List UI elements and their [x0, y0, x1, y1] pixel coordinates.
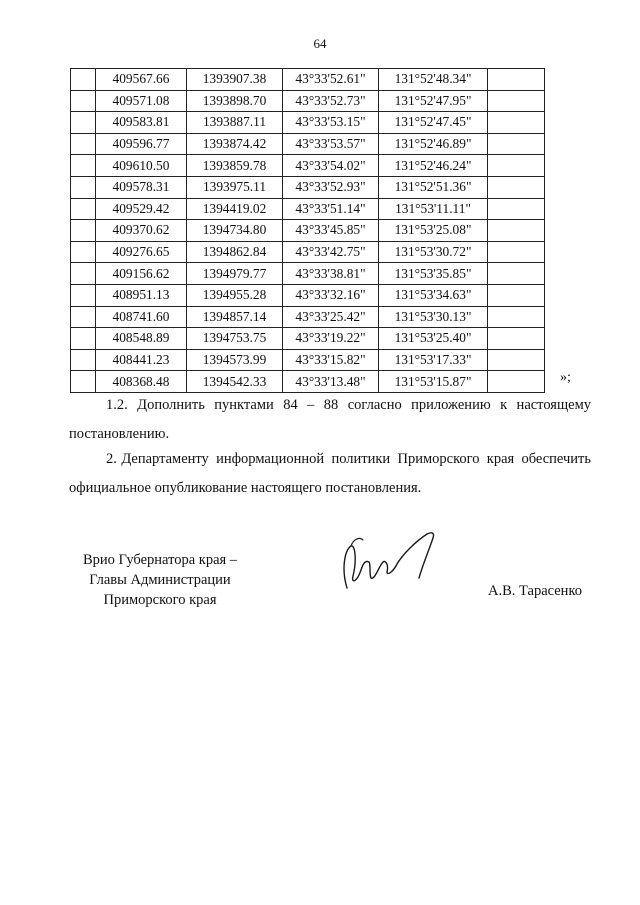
table-cell-longitude: 131°53'11.11": [379, 198, 488, 220]
table-cell-empty: [71, 90, 96, 112]
table-cell-y: 1394734.80: [187, 220, 283, 242]
table-cell-longitude: 131°52'46.24": [379, 155, 488, 177]
table-cell-longitude: 131°53'17.33": [379, 349, 488, 371]
table-cell-x: 409578.31: [96, 176, 187, 198]
closing-quote: »;: [560, 370, 571, 385]
table-cell-y: 1394419.02: [187, 198, 283, 220]
table-row: [71, 241, 545, 263]
table-cell-x: 409610.50: [96, 155, 187, 177]
table-cell-empty: [71, 133, 96, 155]
table-cell-longitude: 131°53'15.87": [379, 371, 488, 393]
table-cell-empty: [71, 69, 96, 91]
table-cell-empty: [488, 349, 545, 371]
signer-title-line-2: Главы Администрации: [89, 572, 231, 588]
table-cell-x: 408548.89: [96, 328, 187, 350]
paragraph-2-text: Департаменту информационной политики Приморского края обеспечить официальное опубликование настоящего постановления.: [69, 451, 592, 496]
table-cell-latitude: 43°33'15.82": [283, 349, 379, 371]
table-cell-empty: [488, 328, 545, 350]
table-cell-latitude: 43°33'45.85": [283, 220, 379, 242]
table-row: [71, 328, 545, 350]
table-cell-empty: [488, 220, 545, 242]
table-cell-longitude: 131°52'51.36": [379, 176, 488, 198]
table-cell-latitude: 43°33'52.73": [283, 90, 379, 112]
table-row: [71, 349, 545, 371]
table-cell-empty: [71, 371, 96, 393]
table-cell-empty: [488, 284, 545, 306]
table-row: [71, 306, 545, 328]
table-cell-empty: [488, 241, 545, 263]
table-cell-empty: [71, 263, 96, 285]
table-cell-latitude: 43°33'52.61": [283, 69, 379, 91]
table-cell-x: 409571.08: [96, 90, 187, 112]
paragraph-2-number: 2.: [106, 451, 117, 467]
table-cell-y: 1393975.11: [187, 176, 283, 198]
table-row: [71, 263, 545, 285]
table-row: [71, 69, 545, 91]
table-cell-y: 1394753.75: [187, 328, 283, 350]
table-cell-empty: [71, 198, 96, 220]
table-cell-latitude: 43°33'19.22": [283, 328, 379, 350]
table-cell-x: 408441.23: [96, 349, 187, 371]
table-cell-latitude: 43°33'53.57": [283, 133, 379, 155]
table-cell-empty: [71, 176, 96, 198]
table-cell-empty: [488, 155, 545, 177]
table-cell-longitude: 131°53'25.08": [379, 220, 488, 242]
table-cell-empty: [71, 220, 96, 242]
signer-title-block: [60, 550, 260, 610]
table-cell-empty: [71, 284, 96, 306]
coordinates-table: [70, 68, 545, 393]
table-row: [71, 284, 545, 306]
table-cell-longitude: 131°52'47.45": [379, 112, 488, 134]
signer-name: А.В. Тарасенко: [488, 583, 583, 599]
table-cell-x: 409596.77: [96, 133, 187, 155]
table-cell-x: 408368.48: [96, 371, 187, 393]
table-cell-y: 1394955.28: [187, 284, 283, 306]
table-cell-latitude: 43°33'32.16": [283, 284, 379, 306]
table-cell-empty: [71, 349, 96, 371]
table-cell-empty: [71, 112, 96, 134]
table-row: [71, 112, 545, 134]
table-cell-latitude: 43°33'13.48": [283, 371, 379, 393]
table-cell-empty: [71, 155, 96, 177]
table-cell-empty: [71, 241, 96, 263]
table-cell-longitude: 131°53'25.40": [379, 328, 488, 350]
table-cell-empty: [71, 306, 96, 328]
table-cell-longitude: 131°53'35.85": [379, 263, 488, 285]
table-row: [71, 371, 545, 393]
table-cell-x: 409276.65: [96, 241, 187, 263]
table-row: [71, 90, 545, 112]
table-row: [71, 133, 545, 155]
table-cell-x: 409583.81: [96, 112, 187, 134]
table-row: [71, 220, 545, 242]
table-cell-latitude: 43°33'42.75": [283, 241, 379, 263]
table-cell-longitude: 131°52'48.34": [379, 69, 488, 91]
table-cell-x: 408951.13: [96, 284, 187, 306]
table-cell-x: 409156.62: [96, 263, 187, 285]
table-cell-latitude: 43°33'52.93": [283, 176, 379, 198]
table-cell-y: 1394862.84: [187, 241, 283, 263]
table-cell-empty: [488, 69, 545, 91]
table-cell-y: 1393874.42: [187, 133, 283, 155]
table-cell-x: 409567.66: [96, 69, 187, 91]
page-number: 64: [313, 36, 327, 51]
table-cell-y: 1394857.14: [187, 306, 283, 328]
table-cell-latitude: 43°33'54.02": [283, 155, 379, 177]
table-cell-y: 1393907.38: [187, 69, 283, 91]
table-cell-latitude: 43°33'51.14": [283, 198, 379, 220]
table-cell-y: 1393887.11: [187, 112, 283, 134]
paragraph-2: [69, 445, 591, 503]
table-cell-latitude: 43°33'53.15": [283, 112, 379, 134]
table-cell-y: 1393859.78: [187, 155, 283, 177]
table-cell-longitude: 131°52'46.89": [379, 133, 488, 155]
table-cell-longitude: 131°53'30.13": [379, 306, 488, 328]
table-cell-x: 408741.60: [96, 306, 187, 328]
table-cell-y: 1394542.33: [187, 371, 283, 393]
table-cell-y: 1393898.70: [187, 90, 283, 112]
table-row: [71, 198, 545, 220]
table-cell-empty: [488, 176, 545, 198]
table-cell-latitude: 43°33'38.81": [283, 263, 379, 285]
table-cell-longitude: 131°53'30.72": [379, 241, 488, 263]
table-cell-empty: [488, 306, 545, 328]
table-cell-empty: [488, 198, 545, 220]
table-cell-empty: [488, 371, 545, 393]
paragraph-1-2: 1.2. Дополнить пунктами 84 – 88 согласно приложению к настоящему постановлению.: [69, 397, 591, 442]
signature-image: [335, 520, 455, 600]
handwritten-signature: [335, 520, 455, 605]
table-cell-latitude: 43°33'25.42": [283, 306, 379, 328]
table-cell-longitude: 131°53'34.63": [379, 284, 488, 306]
table-row: [71, 155, 545, 177]
table-cell-empty: [488, 263, 545, 285]
signer-title-line-1: Врио Губернатора края –: [82, 552, 238, 568]
table-cell-longitude: 131°52'47.95": [379, 90, 488, 112]
table-cell-empty: [488, 90, 545, 112]
table-cell-y: 1394979.77: [187, 263, 283, 285]
signer-title-line-3: Приморского края: [103, 592, 217, 608]
table-cell-y: 1394573.99: [187, 349, 283, 371]
table-row: [71, 176, 545, 198]
table-cell-x: 409529.42: [96, 198, 187, 220]
coordinates-table-body: [71, 69, 545, 393]
table-cell-x: 409370.62: [96, 220, 187, 242]
table-cell-empty: [488, 133, 545, 155]
table-cell-empty: [488, 112, 545, 134]
table-cell-empty: [71, 328, 96, 350]
